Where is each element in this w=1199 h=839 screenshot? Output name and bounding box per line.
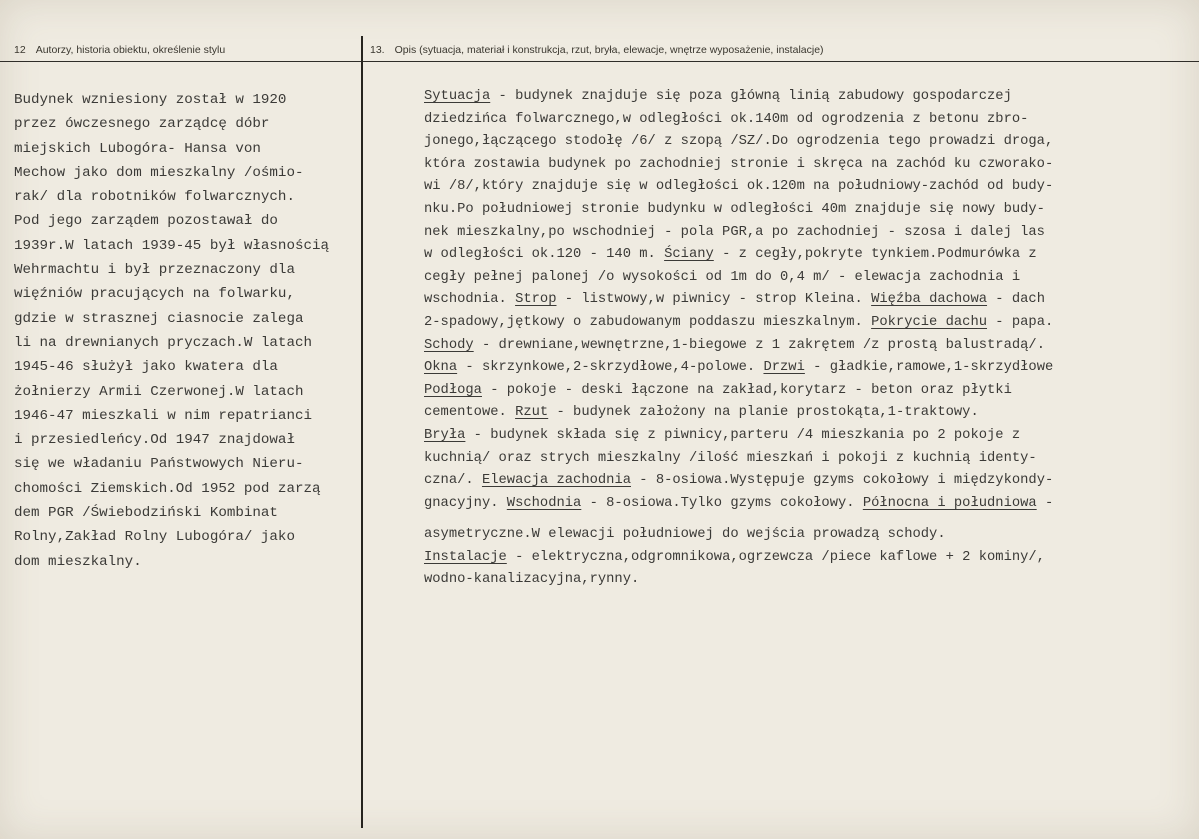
history-line: Rolny,Zakład Rolny Lubogóra/ jako [14, 529, 295, 546]
description-segment: - elektryczna,odgromnikowa,ogrzewcza /piece kaflowe + 2 kominy/, [506, 549, 1045, 565]
description-segment: - skrzynkowe,2-skrzydłowe,4-polowe. [457, 360, 764, 376]
history-line: 1939r.W latach 1939-45 był własnością [14, 237, 330, 254]
description-line [424, 357, 1053, 380]
section-heading: Schody [424, 337, 474, 353]
section-heading: Ściany [664, 247, 714, 263]
description-line [424, 244, 1053, 267]
description-segment: cegły pełnej palonej /o wysokości od 1m do 0,4 m/ - elewacja zachodnia i [424, 269, 1021, 285]
section-13-title: Opis (sytuacja, materiał i konstrukcja, rzut, bryła, elewacje, wnętrze wyposażenie, instalacje) [394, 44, 824, 56]
section-heading: Wschodnia [506, 495, 582, 511]
section-heading: Elewacja zachodnia [481, 473, 631, 489]
section-heading: Drzwi [763, 360, 805, 376]
description-segment: - drewniane,wewnętrzne,1-biegowe z 1 zakrętem /z prostą balustradą/. [473, 337, 1045, 353]
description-line [424, 569, 1053, 592]
description-segment: wi /8/,który znajduje się w odległości ok.120m na południowy-zachód od budy- [424, 179, 1054, 195]
section-12-number: 12 [14, 44, 26, 56]
section-heading: Podłoga [424, 382, 482, 398]
description-segment: asymetryczne.W elewacji południowej do wejścia prowadzą schody. [424, 527, 946, 543]
description-segment: wschodnia. [424, 292, 516, 308]
history-line: Pod jego zarządem pozostawał do [14, 213, 278, 230]
history-line: dem PGR /Świebodziński Kombinat [14, 505, 278, 522]
history-line: przez ówczesnego zarządcę dóbr [14, 116, 270, 133]
history-line: żołnierzy Armii Czerwonej.W latach [14, 383, 304, 400]
description-segment: w odległości ok.120 - 140 m. [424, 247, 665, 263]
history-line: Mechow jako dom mieszkalny /ośmio- [14, 164, 304, 181]
description-line [424, 199, 1053, 222]
section-12-header [14, 44, 225, 56]
description-segment: - gładkie,ramowe,1-skrzydłowe [804, 360, 1054, 376]
description-line [424, 222, 1053, 245]
description-segment: czna/. [424, 473, 482, 489]
description-line [424, 289, 1053, 312]
description-segment: 2-spadowy,jętkowy o zabudowanym poddaszu mieszkalnym. [424, 314, 872, 330]
description-line [424, 131, 1053, 154]
description-line [424, 109, 1053, 132]
history-line: gdzie w strasznej ciasnocie zalega [14, 310, 304, 327]
section-heading: Bryła [424, 427, 466, 443]
history-line: 1946-47 mieszkali w nim repatrianci [14, 407, 312, 424]
section-13-number: 13. [370, 44, 385, 56]
header-rule [0, 61, 1199, 62]
description-segment: - listwowy,w piwnicy - strop Kleina. [556, 292, 872, 308]
section-heading: Pokrycie dachu [871, 314, 988, 330]
section-heading: Rzut [515, 405, 549, 421]
description-line [424, 524, 1053, 547]
description-segment: - [1036, 495, 1054, 511]
section-heading: Północna i południowa [862, 495, 1037, 511]
description-segment: - 8-osiowa.Tylko gzyms cokołowy. [581, 495, 863, 511]
paragraph-gap [424, 515, 1053, 524]
history-line: rak/ dla robotników folwarcznych. [14, 189, 295, 206]
history-line: miejskich Lubogóra- Hansa von [14, 140, 261, 157]
description-line [424, 493, 1053, 516]
description-segment: nku.Po południowej stronie budynku w odległości 40m znajduje się nowy budy- [424, 201, 1045, 217]
history-text [14, 88, 329, 574]
description-segment: jonego,łączącego stodołę /6/ z szopą /SZ/.Do ogrodzenia tego prowadzi droga, [424, 134, 1054, 150]
description-segment: nek mieszkalny,po wschodniej - pola PGR,a po zachodniej - szosa i dalej las [424, 224, 1045, 240]
history-line: dom mieszkalny. [14, 553, 142, 570]
section-heading: Instalacje [424, 549, 507, 565]
description-segment: - papa. [987, 314, 1054, 330]
description-line [424, 86, 1053, 109]
description-line [424, 425, 1053, 448]
history-line: Wehrmachtu i był przeznaczony dla [14, 262, 295, 279]
description-segment: - z cegły,pokryte tynkiem.Podmurówka z [713, 247, 1037, 263]
history-line: więźniów pracujących na folwarku, [14, 286, 295, 303]
description-segment: - budynek składa się z piwnicy,parteru /4 mieszkania po 2 pokoje z [465, 427, 1021, 443]
description-line [424, 402, 1053, 425]
section-13-header [370, 44, 824, 56]
column-divider [361, 36, 363, 828]
description-segment: dziedzińca folwarcznego,w odległości ok.140m od ogrodzenia z betonu zbro- [424, 111, 1029, 127]
description-segment: wodno-kanalizacyjna,rynny. [424, 572, 640, 588]
description-segment: - 8-osiowa.Występuje gzyms cokołowy i międzykondy- [631, 473, 1054, 489]
section-heading: Okna [424, 360, 458, 376]
description-text [424, 86, 1053, 592]
description-line [424, 470, 1053, 493]
section-heading: Więźba dachowa [871, 292, 988, 308]
description-line [424, 312, 1053, 335]
description-segment: kuchnią/ oraz strych mieszkalny /ilość mieszkań i pokoji z kuchnią identy- [424, 450, 1037, 466]
description-line [424, 448, 1053, 471]
history-line: się we władaniu Państwowych Nieru- [14, 456, 304, 473]
description-segment: - budynek znajduje się poza główną linią zabudowy gospodarczej [490, 89, 1012, 104]
section-12-title: Autorzy, historia obiektu, określenie stylu [35, 44, 226, 56]
history-line: Budynek wzniesiony został w 1920 [14, 92, 287, 108]
description-segment: która zostawia budynek po zachodniej stronie i skręca na zachód ku czworako- [424, 156, 1054, 172]
history-line: li na drewnianych pryczach.W latach [14, 334, 312, 351]
description-segment: - pokoje - deski łączone na zakład,korytarz - beton oraz płytki [481, 382, 1012, 398]
description-line [424, 335, 1053, 358]
history-line: chomości Ziemskich.Od 1952 pod zarzą [14, 480, 321, 497]
description-line [424, 267, 1053, 290]
description-line [424, 380, 1053, 403]
description-line [424, 154, 1053, 177]
section-heading: Sytuacja [424, 89, 491, 104]
section-heading: Strop [515, 292, 557, 308]
description-segment: gnacyjny. [424, 495, 507, 511]
description-segment: cementowe. [424, 405, 516, 421]
description-segment: - budynek założony na planie prostokąta,1-traktowy. [548, 405, 979, 421]
description-line [424, 547, 1053, 570]
history-line: 1945-46 służył jako kwatera dla [14, 359, 278, 376]
history-line: i przesiedleńcy.Od 1947 znajdował [14, 432, 295, 449]
description-line [424, 176, 1053, 199]
description-segment: - dach [987, 292, 1045, 308]
